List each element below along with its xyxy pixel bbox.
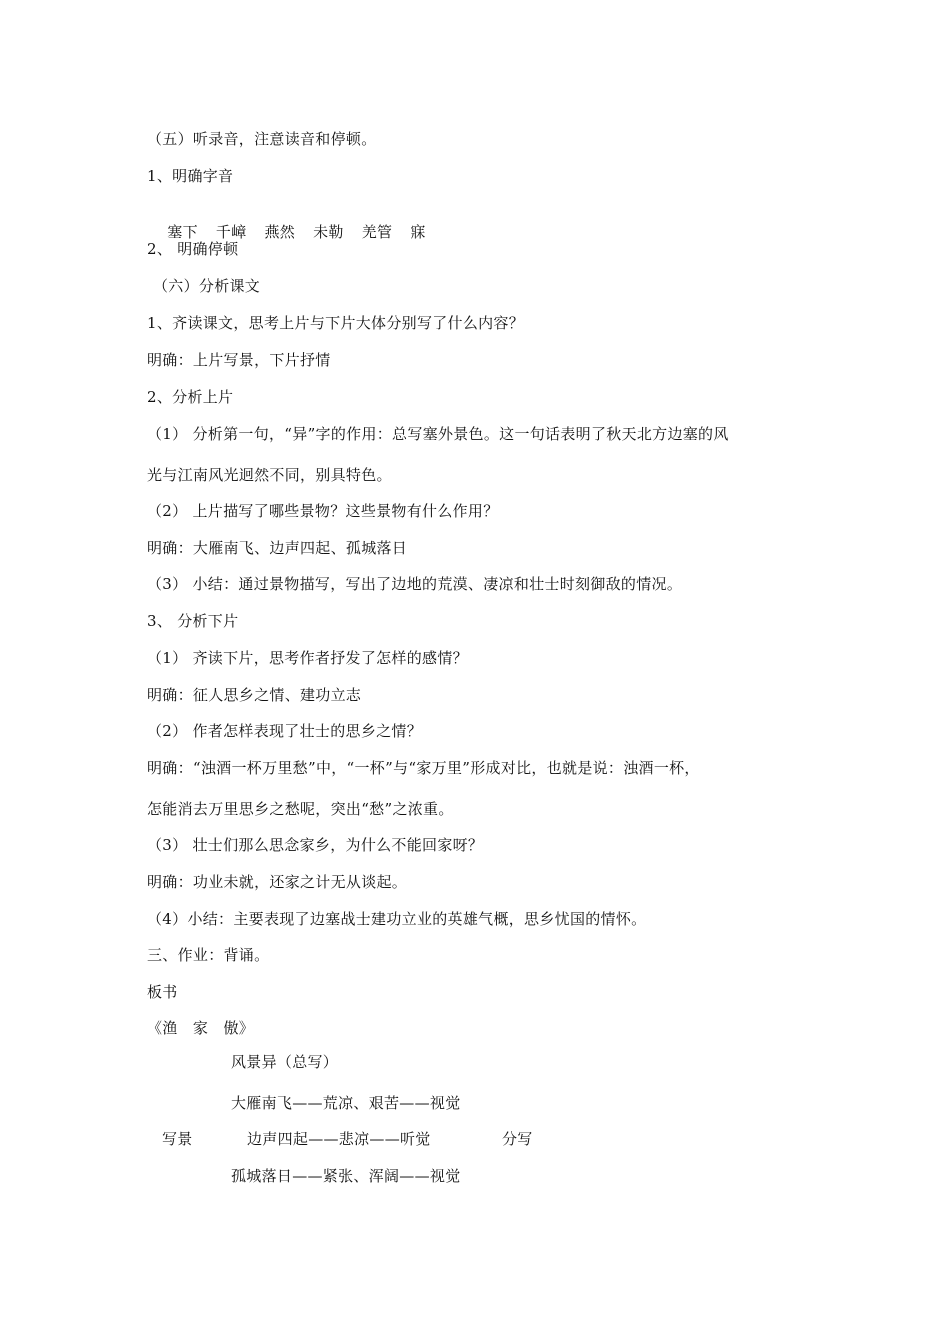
item-pause: 2、 明确停顿	[147, 240, 239, 258]
question-3: （1） 齐读下片，思考作者抒发了怎样的感情？	[147, 649, 468, 667]
answer-5: 明确：功业未就，还家之计无从谈起。	[147, 873, 408, 891]
paragraph-line: （1） 分析第一句，“异”字的作用：总写塞外景色。这一句话表明了秋天北方边塞的风	[147, 425, 729, 443]
homework: 三、作业：背诵。	[147, 946, 270, 964]
question-5: （3） 壮士们那么思念家乡，为什么不能回家呀？	[147, 836, 484, 854]
question-2: （2） 上片描写了哪些景物？这些景物有什么作用？	[147, 502, 499, 520]
question-1: 1、齐读课文，思考上片与下片大体分别写了什么内容？	[147, 314, 525, 332]
board-row: 孤城落日——紧张、浑阔——视觉	[231, 1167, 461, 1185]
word: 羌管	[361, 223, 393, 241]
summary-upper: （3） 小结：通过景物描写，写出了边地的荒漠、凄凉和壮士时刻御敌的情况。	[147, 575, 683, 593]
word: 未勒	[313, 223, 344, 241]
answer-1: 明确：上片写景，下片抒情	[147, 351, 331, 369]
paragraph-line: 光与江南风光迥然不同，别具特色。	[147, 466, 392, 484]
paragraph-line: 怎能消去万里思乡之愁呢，突出“愁”之浓重。	[147, 800, 454, 818]
board-row: 边声四起——悲凉——听觉	[247, 1130, 431, 1148]
word: 燕然	[264, 223, 296, 241]
answer-3: 明确：征人思乡之情、建功立志	[147, 686, 362, 704]
item-analysis-lower: 3、 分析下片	[147, 612, 239, 630]
answer-4: 明确：“浊酒一杯万里愁”中，“一杯”与“家万里”形成对比，也就是说：浊酒一杯，	[147, 759, 700, 777]
board-label-scenery: 写景	[162, 1130, 193, 1148]
word: 寐	[410, 223, 426, 241]
answer-2: 明确：大雁南飞、边声四起、孤城落日	[147, 539, 408, 557]
board-label-detail: 分写	[502, 1130, 533, 1148]
item-pronunciation: 1、明确字音	[147, 167, 234, 185]
section-5-heading: （五）听录音，注意读音和停顿。	[147, 130, 377, 148]
board-overview: 风景异（总写）	[231, 1053, 339, 1071]
section-6-heading: （六）分析课文	[153, 277, 261, 295]
question-4: （2） 作者怎样表现了壮士的思乡之情？	[147, 722, 423, 740]
board-row: 大雁南飞——荒凉、艰苦——视觉	[231, 1094, 461, 1112]
item-analysis-upper: 2、分析上片	[147, 388, 234, 406]
poem-title: 《渔 家 傲》	[147, 1019, 255, 1037]
word: 千嶂	[215, 223, 247, 241]
blackboard-heading: 板书	[147, 983, 178, 1001]
word: 塞下	[167, 223, 198, 241]
summary-lower: （4）小结：主要表现了边塞战士建功立业的英雄气概，思乡忧国的情怀。	[147, 910, 647, 928]
